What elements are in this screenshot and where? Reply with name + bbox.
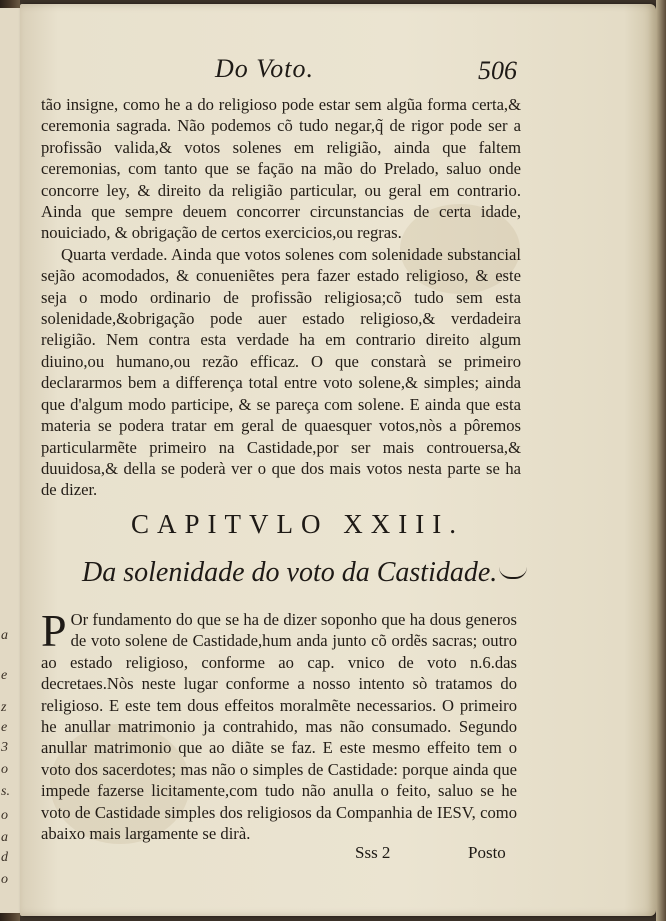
paragraph: Quarta verdade. Ainda que votos solenes com solenidade substancial sejão acomodados, & conueniẽtes pera fazer estado religioso, & este seja o modo ordinario de profissão religiosa;cõ tudo sem esta solenidade,&obrigação pode auer estado religioso,& verdadeira religião. Nem contra esta verdade ha em contrario direito algum diuino,ou humano,ou rezão efficaz. O que constarà se primeiro declararmos bem a differença total entre voto solene,& simples; ainda que d'algum modo participe, & se pareça com solene. E ainda que esta materia se podera tratar em geral de quaesquer votos,nòs a pôremos particularmẽte primeiro na Castidade,por ser mais controuersa,& duuidosa,& della se poderà ver o que dos mais votos nesta parte se ha de dizer. <box>41 244 521 500</box>
section-title-text: Da solenidade do voto da Castidade. <box>82 557 498 588</box>
edge-letter: e <box>1 720 8 735</box>
edge-letter: e <box>1 668 8 683</box>
edge-letter: o <box>1 808 8 823</box>
text-block-lower <box>41 605 517 844</box>
paragraph: tão insigne, como he a do religioso pode estar sem algũa forma certa,& ceremonia sagrada. Não podemos cõ tudo negar,q̃ de rigor pode ser a profissão valida,& votos solenes em religião, ainda que faltem ceremonias, com tanto que se façāo na mão do Prelado, saluo onde concorre ley, & direito da religião particular, ou geral em contrario. Ainda que sempre deuem concorrer circunstancias de certa idade, nouiciado, & obrigação de certos exercicios,ou regras. <box>41 95 521 243</box>
edge-letter: d <box>1 850 8 865</box>
edge-letter: o <box>1 872 8 887</box>
drop-cap: P <box>41 605 67 656</box>
text-block-upper <box>41 94 521 501</box>
edge-letter: a <box>1 830 8 845</box>
edge-letter: z <box>1 700 7 715</box>
running-head: Do Voto. <box>215 54 314 83</box>
paragraph: Or fundamento do que se ha de dizer soponho que ha dous generos de voto solene de Castidade,hum anda junto cõ ordẽs sacras; outro ao estado religioso, conforme ao cap. vnico de voto n.6.das decretaes.Nòs neste lugar conforme a nosso intento sò tratamos do religioso. E este tem dous effeitos moralmẽte necessarios. O primeiro he anullar matrimonio ja contrahido, mas não consumado. Segundo anullar matrimonio que ao diãte se faz. E este mesmo effeito tem o voto dos sacerdotes; mas não o simples de Castidade: porque ainda que impede fazerse licitamente,com tudo não anulla o feito, saluo se he voto de Castidade simples dos religiosos da Companhia de IESV, como abaixo mais largamente se dirà. <box>41 610 517 844</box>
edge-letter: a <box>1 628 8 643</box>
edge-letter: s. <box>1 784 10 799</box>
page-right-edge <box>656 0 666 921</box>
signature-mark: Sss 2 <box>355 843 391 862</box>
catchword: Posto <box>468 843 506 862</box>
edge-letter: 3 <box>1 740 8 755</box>
chapter-heading: CAPITVLO XXIII. <box>131 509 464 539</box>
section-title <box>82 557 527 589</box>
page-number: 506 <box>478 56 517 85</box>
edge-letter: o <box>1 762 8 777</box>
flourish-ornament <box>499 567 527 579</box>
